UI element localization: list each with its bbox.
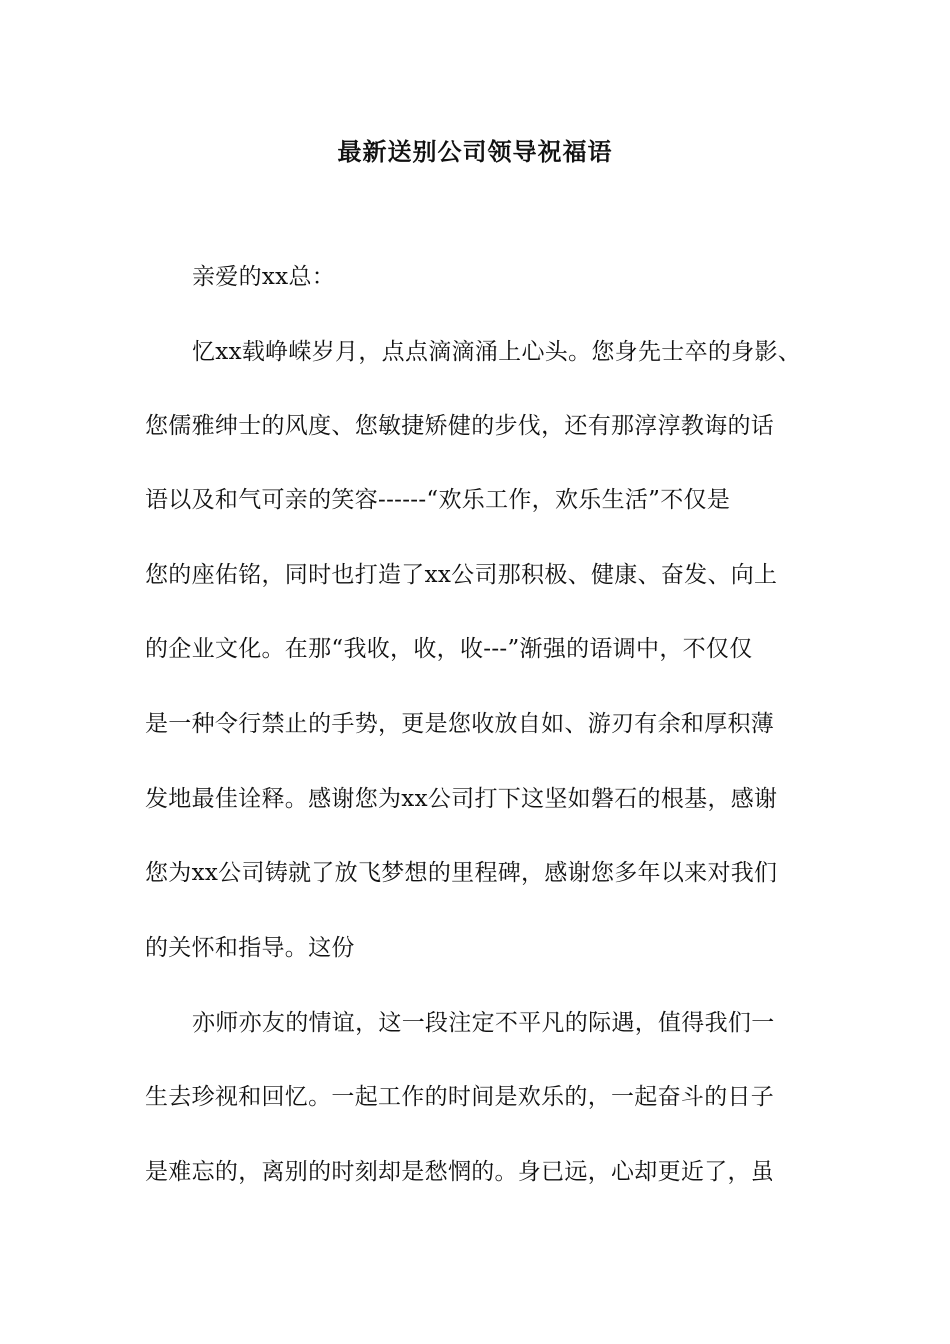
body-line: 的企业文化。在那“我收，收，收---”渐强的语调中，不仅仅 [145,636,753,662]
body-line: 您儒雅绅士的风度、您敏捷矫健的步伐，还有那淳淳教诲的话 [145,413,775,439]
document-title: 最新送别公司领导祝福语 [337,137,613,166]
body-line: 的关怀和指导。这份 [145,935,355,961]
body-line: 您为xx公司铸就了放飞梦想的里程碑，感谢您多年以来对我们 [145,860,778,886]
body-line: 生去珍视和回忆。一起工作的时间是欢乐的，一起奋斗的日子 [145,1084,775,1110]
body-line: 忆xx载峥嵘岁月，点点滴滴涌上心头。您身先士卒的身影、 [192,339,802,365]
body-line: 是一种令行禁止的手势，更是您收放自如、游刃有余和厚积薄 [145,711,775,737]
body-line: 您的座佑铭，同时也打造了xx公司那积极、健康、奋发、向上 [145,562,778,588]
body-line: 是难忘的，离别的时刻却是愁惘的。身已远，心却更近了，虽 [145,1159,775,1185]
body-line: 语以及和气可亲的笑容------“欢乐工作，欢乐生活”不仅是 [145,487,731,513]
body-line: 发地最佳诠释。感谢您为xx公司打下这坚如磐石的根基，感谢 [145,786,778,812]
body-line: 亦师亦友的情谊，这一段注定不平凡的际遇，值得我们一 [192,1010,775,1036]
salutation: 亲爱的xx总： [192,264,336,290]
